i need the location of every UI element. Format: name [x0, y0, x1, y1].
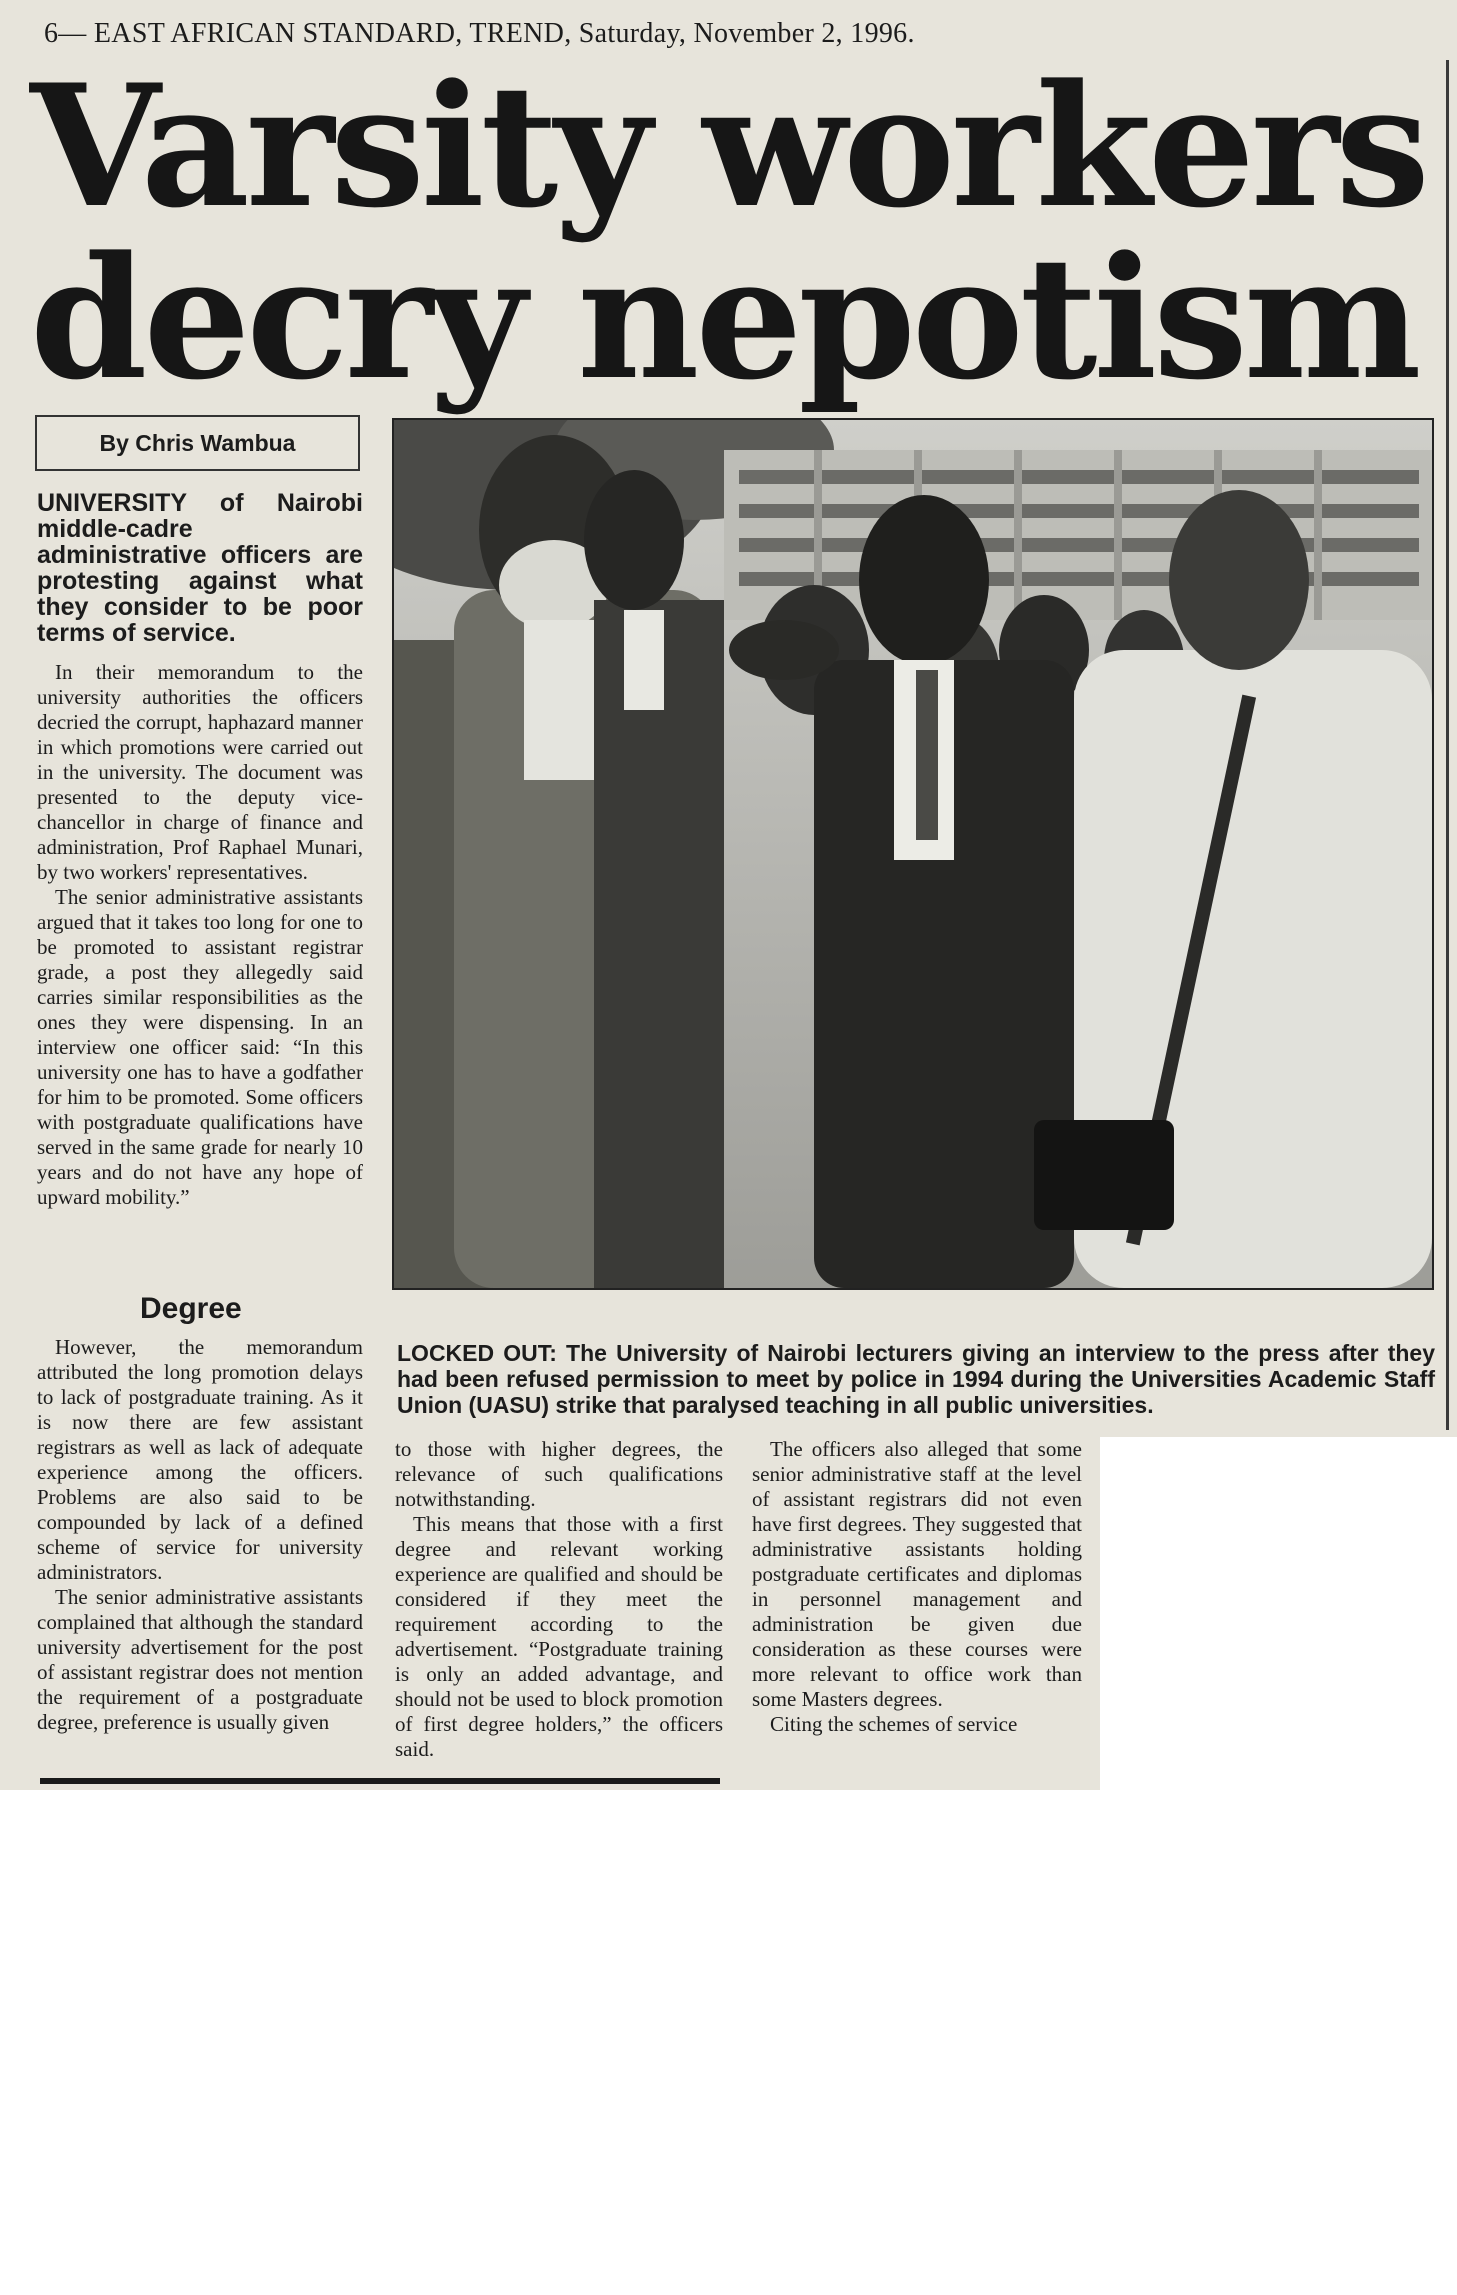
article-column-1 — [37, 660, 363, 1210]
byline: By Chris Wambua — [35, 415, 360, 471]
paragraph: Citing the schemes of service — [770, 1712, 1018, 1736]
blank-area — [1100, 1437, 1457, 1790]
paragraph: The senior administrative assistants argued that it takes too long for one to be promoted to assistant registrar grade, a post they allegedly said carries similar responsibilities as the ones they were dispensing. In an interview one officer said: “In this university one has to have a godfather for him to be promoted. Some officers with postgraduate qualifications have served in the same grade for nearly 10 years and do not have any hope of upward mobility.” — [37, 885, 363, 1209]
photo-caption: LOCKED OUT: The University of Nairobi lecturers giving an interview to the press after they had been refused permission to meet by police in 1994 during the Universities Academic Staff Union (UASU) strike that paralysed teaching in all public universities. — [397, 1340, 1435, 1418]
paragraph: However, the memorandum attributed the long promotion delays to lack of postgraduate training. As it is now there are few assistant registrars as well as lack of adequate experience among the officers. Problems are also said to be compounded by lack of a defined scheme of service for university administrators. — [37, 1335, 363, 1584]
article-column-1-continued — [37, 1335, 363, 1735]
paragraph: to those with higher degrees, the relevance of such qualifications notwithstanding. — [395, 1437, 723, 1511]
lede-paragraph: UNIVERSITY of Nairobi middle-cadre administrative officers are protesting against what they consider to be poor terms of service. — [37, 489, 363, 647]
subheading: Degree — [140, 1292, 242, 1325]
paragraph: In their memorandum to the university authorities the officers decried the corrupt, haphazard manner in which promotions were carried out in the university. The document was presented to the deputy vice-chancellor in charge of finance and administration, Prof Raphael Munari, by two workers' representatives. — [37, 660, 363, 884]
article-column-3 — [752, 1437, 1082, 1737]
paragraph: The officers also alleged that some senior administrative staff at the level of assistant registrars did not even have first degrees. They suggested that administrative assistants holding postgraduate certificates and diplomas in personnel management and administration be given due consideration as these courses were more relevant to office work than some Masters degrees. — [752, 1437, 1082, 1711]
headline-line-2: decry nepotism — [30, 219, 1418, 417]
headline — [30, 47, 1440, 417]
news-photo — [392, 418, 1434, 1290]
paragraph: This means that those with a first degree and relevant working experience are qualified and should be considered if they meet the requirement according to the advertisement. “Postgraduate training is only an added advantage, and should not be used to block promotion of first degree holders,” the officers said. — [395, 1512, 723, 1761]
article-column-2 — [395, 1437, 723, 1762]
bottom-rule — [40, 1778, 720, 1784]
dateline: 6— EAST AFRICAN STANDARD, TREND, Saturday, November 2, 1996. — [44, 18, 915, 49]
paragraph: The senior administrative assistants complained that although the standard university advertisement for the post of assistant registrar does not mention the requirement of a postgraduate degree, preference is usually given — [37, 1585, 363, 1734]
headline-line-1: Varsity workers — [30, 47, 1426, 245]
column-rule — [1446, 60, 1449, 1430]
photo-illustration — [394, 420, 1432, 1288]
